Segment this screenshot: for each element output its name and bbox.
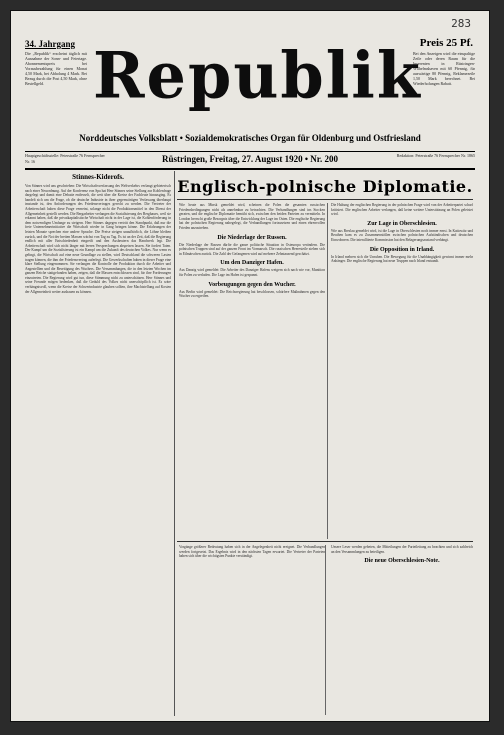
article-body: Die Niederlage der Russen dürfte die ganze politische Situation in Osteuropa verändern. Die polnischen Truppen sind auf der ganzen Front im Vormarsch. Die russischen Heeresteile ziehen sich in Eilmärschen zurück. Die Zahl der Gefangenen wird auf mehrere Zehntausend geschätzt. — [179, 242, 325, 256]
editorial-info: Redaktion: Peterstraße 76 Fernsprecher Nr. 1865 — [396, 153, 475, 158]
column-news — [331, 203, 473, 539]
newspaper-page — [10, 10, 490, 722]
article-body: Aus Danzig wird gemeldet: Die Arbeiter des Danziger Hafens weigern sich nach wie vor, Munition für Polen zu verladen. Die Lage im Hafen ist gespannt. — [179, 268, 325, 277]
subheading: Die neue Oberschlesien-Note. — [364, 558, 440, 565]
subheading: Um den Danziger Hafen. — [220, 260, 284, 267]
dateline: Rüstringen, Freitag, 27. August 1920 • Nr. 200 — [162, 154, 338, 164]
main-headline: Englisch-polnische Diplomatie. — [177, 177, 473, 196]
article-body: In Irland mehren sich die Unruhen. Die Bewegung für die Unabhängigkeit gewinnt immer mehr Anhänger. Die englische Regierung hat neue Truppen nach Irland entsandt. — [331, 254, 473, 264]
newspaper-title: Republik — [93, 38, 422, 113]
advertising-note: Bei den Anzeigen wird die einspaltige Zeile oder deren Raum für die Inserenten in Rüstringen-Wilhelmshaven mit 60 Pfennig, für auswärtige 80 Pfennig, Reklamezeile 1,50 Mark berechnet. Bei Wiederholungen Rabatt. — [413, 51, 475, 86]
article-body: Wie heute aus Minsk gemeldet wird, scheinen die Polen die gesamten russischen Friedensbedingungen nicht als annehmbar zu betrachten. Die Verhandlungen sind ins Stocken geraten, und die englische Diplomatie bemüht sich, zwischen den beiden Parteien zu vermitteln. In London herrscht große Besorgnis über die Entwicklung der Lage im Osten. Die englische Regierung hat der polnischen Regierung nahegelegt, die Verhandlungen fortzusetzen und einen ehrenvollen Frieden anzustreben. — [179, 203, 325, 230]
volume-year: 34. Jahrgang — [25, 39, 76, 49]
column-diplomacy — [179, 203, 328, 539]
price-label: Preis 25 Pf. — [419, 37, 473, 49]
article-body: Wie aus Breslau gemeldet wird, ist die Lage in Oberschlesien noch immer ernst. In Kattowitz und Beuthen kam es zu Zusammenstößen zwischen polnischen Aufständischen und deutschen Einwohnern. Die interalliierte Kommission hat den Belagerungszustand verhängt. — [331, 228, 473, 242]
article-heading: Stinnes-Kiderofs. — [72, 173, 124, 181]
article-body: Vorgänge größerer Bedeutung haben sich in der Angelegenheit nicht ereignet. Die Verhandlungen werden fortgesetzt. Das Ergebnis wird in den nächsten Tagen erwartet. Die Vertreter der Parteien haben sich über die wichtigsten Punkte verständigt. — [179, 545, 325, 559]
masthead-area — [25, 37, 475, 149]
subscription-note: Die „Republik“ erscheint täglich mit Ausnahme der Sonn- und Feiertage. Abonnementspreis bei Vorausbezahlung für einen Monat 4,50 Mark, bei Abholung 4 Mark. Bei Bezug durch die Post 4,50 Mark, ohne Bestellgeld. — [25, 51, 87, 86]
newspaper-subtitle: Norddeutsches Volksblatt • Sozialdemokratisches Organ für Oldenburg und Ostfriesland — [79, 133, 421, 143]
page-number: 283 — [451, 17, 471, 30]
column-stinnes — [25, 171, 175, 716]
office-info: Hauptgeschäftsstelle: Peterstraße 76 Fernsprecher Nr. 16 — [25, 153, 105, 164]
subheading: Die Niederlage der Russen. — [217, 234, 287, 241]
article-body: Von Stinnes wird uns geschrieben: Die Wirtschaftsverfassung des Weltverkehrs verlangt gebieterisch nach einer Neuordnung. Auf der Konferenz von Spa hat Herr Stinnes seine Stellung zur Kohlenfrage dargelegt und damit eine Debatte entfesselt, die weit über die Kreise der Fachleute hinausging. Es handelt sich um die Frage, ob die deutsche Industrie in ihrer gegenwärtigen Verfassung überhaupt imstande ist, den Anforderungen des Friedensvertrages gerecht zu werden. Die Vertreter der Arbeiterschaft haben diese Frage verneint, solange nicht die Produktionsmittel in den Dienst der Allgemeinheit gestellt werden. Die Bergarbeiter verlangen die Sozialisierung des Bergbaues, weil sie erkannt haben, daß die privatkapitalistische Wirtschaft nicht in der Lage ist, die Kohlenförderung in dem notwendigen Umfange zu steigern. Herr Stinnes dagegen vertritt den Standpunkt, daß nur die freie Unternehmerinitiative die Wirtschaft wieder in Gang bringen könne. Die Erfahrungen der letzten Monate sprechen eine andere Sprache. Die Preise steigen unaufhörlich, die Löhne bleiben zurück, und die Not der breiten Massen wächst von Tag zu Tag. Es ist an der Zeit, daß die Regierung endlich mit aller Entschiedenheit eingreift und den Ausbeutern das Handwerk legt. Die Arbeiterschaft wird sich nicht länger mit leeren Versprechungen abspeisen lassen. Sie fordert Taten. Der Kampf um die Sozialisierung ist ein Kampf um die Zukunft des deutschen Volkes. Nur wenn es gelingt, die Wirtschaft auf eine neue Grundlage zu stellen, wird Deutschland die schweren Lasten tragen können, die ihm der Friedensvertrag auferlegt. Die Gewerkschaften haben in dieser Frage eine klare Stellung eingenommen. Sie verlangen die Kontrolle der Produktion durch die Arbeiter und Angestellten und die Beseitigung des Wuchers. Die Versammlungen, die in den letzten Wochen im ganzen Reiche stattgefunden haben, zeigen, daß die Massen entschlossen sind, für ihre Forderungen einzutreten. Die Regierung wird gut tun, diese Stimmung nicht zu unterschätzen. Herr Stinnes und seine Freunde mögen bedenken, daß die Geduld des Volkes nicht unerschöpflich ist. Es wäre verhängnisvoll, wenn die Kreise der Schwerindustrie glauben sollten, ihre Machtstellung auf Kosten der Allgemeinheit weiter ausbauen zu können. — [25, 184, 171, 294]
article-body: Unsere Leser werden gebeten, die Mitteilungen der Parteileitung zu beachten und sich zahlreich an den Versammlungen zu beteiligen. — [331, 545, 473, 554]
column-bottom-left — [179, 545, 326, 715]
subheading: Zur Lage in Oberschlesien. — [367, 220, 437, 227]
article-body: Die Haltung der englischen Regierung in der polnischen Frage wird von der Arbeiterpartei scharf kritisiert. Die englischen Arbeiter verlangen, daß keine weitere Unterstützung an Polen geleistet wird. — [331, 203, 473, 217]
divider — [177, 541, 473, 542]
subheading: Die Opposition in Irland. — [369, 246, 435, 253]
column-bottom-right — [331, 545, 473, 715]
subheading: Vorbeugungen gegen den Wucher. — [208, 281, 296, 288]
article-body: Aus Berlin wird gemeldet: Die Reichsregierung hat beschlossen, schärfere Maßnahmen gegen den Wucher zu ergreifen. — [179, 289, 325, 299]
info-bar — [25, 151, 475, 170]
divider — [177, 199, 473, 200]
